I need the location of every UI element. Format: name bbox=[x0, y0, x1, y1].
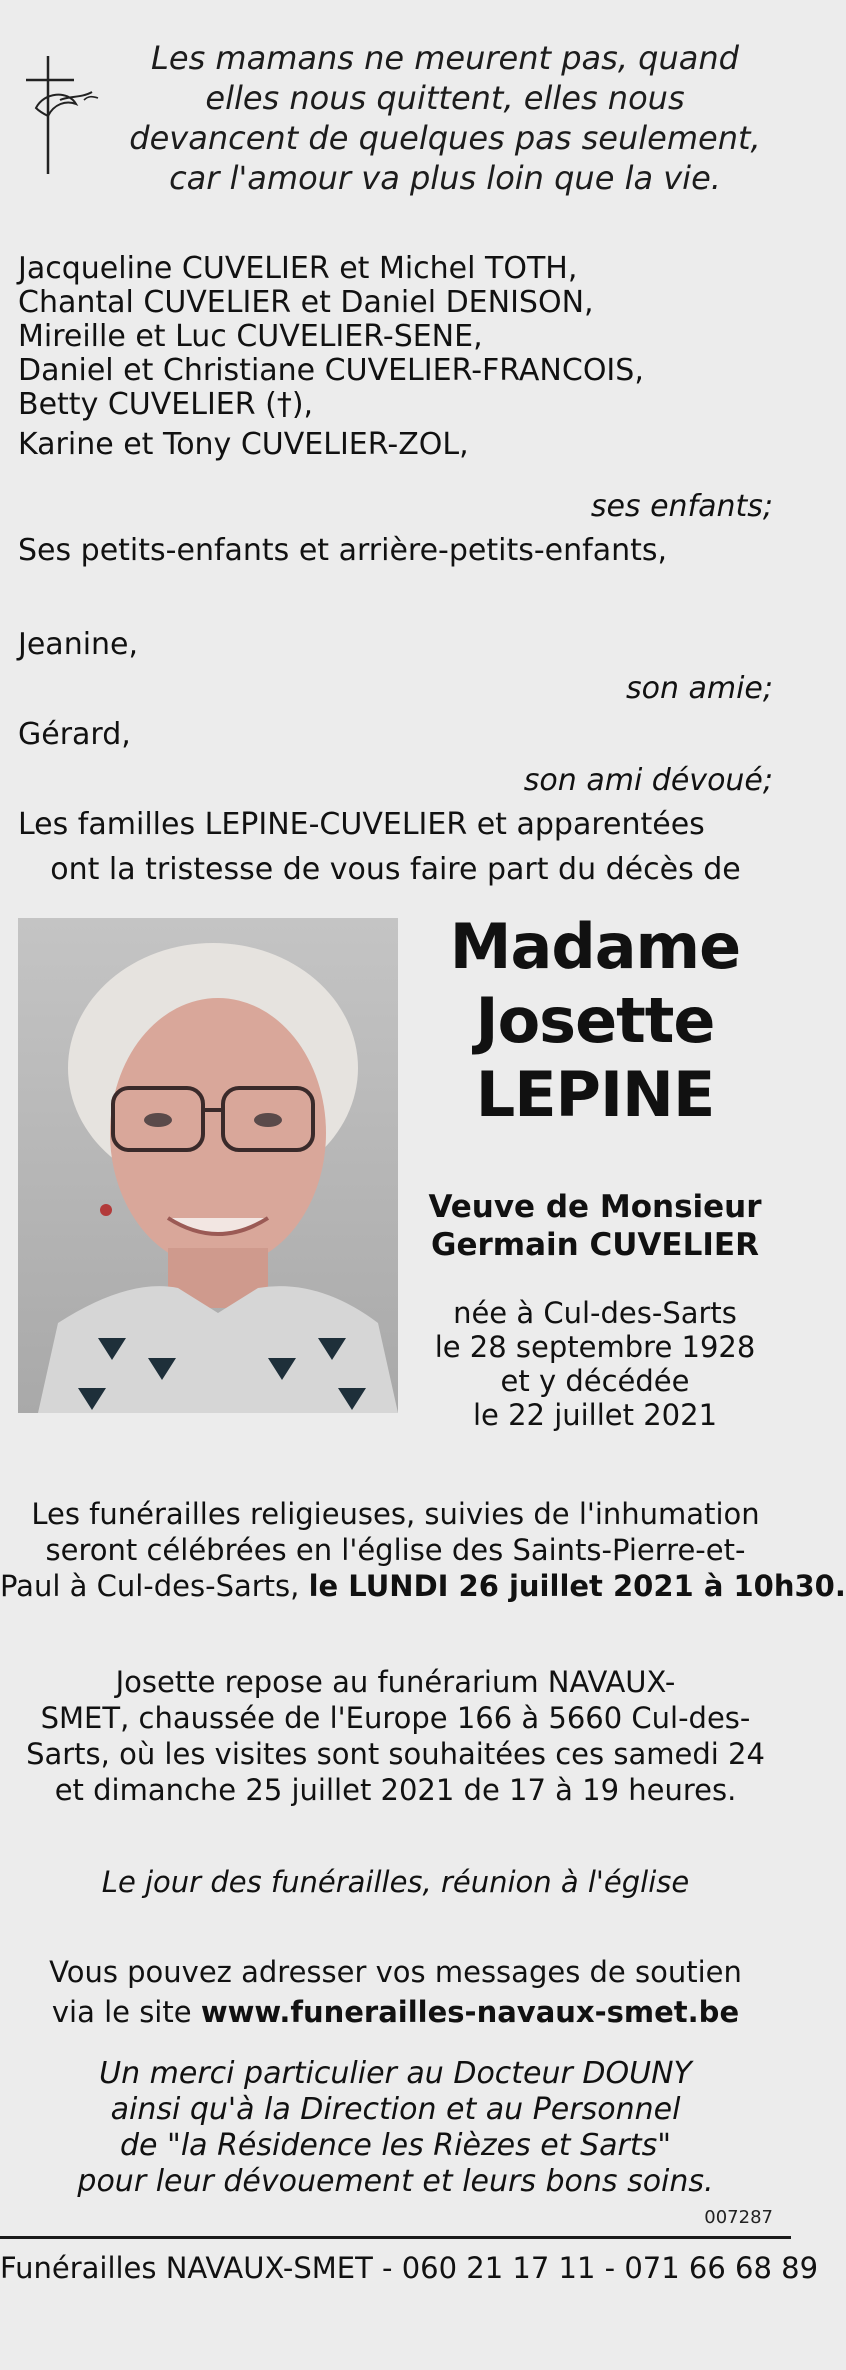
epitaph-line: elles nous quittent, elles nous bbox=[205, 79, 685, 117]
thanks-line: ainsi qu'à la Direction et au Personnel bbox=[110, 2092, 681, 2127]
funeral-line: seront célébrées en l'église des Saints-Pierre-et- bbox=[45, 1533, 746, 1567]
funeral-date: le LUNDI 26 juillet 2021 à 10h30. bbox=[308, 1569, 846, 1603]
families-line: Les familles LEPINE-CUVELIER et apparentées bbox=[18, 807, 705, 842]
deceased-first-name: Josette bbox=[475, 984, 715, 1057]
thanks-line: de "la Résidence les Rièzes et Sarts" bbox=[119, 2128, 672, 2163]
visits-line: SMET, chaussée de l'Europe 166 à 5660 Cul-des- bbox=[40, 1701, 751, 1735]
birth-line: et y décédée bbox=[500, 1364, 690, 1398]
deceased-title: Madame bbox=[449, 910, 741, 983]
reference-number: 007287 bbox=[704, 2207, 773, 2228]
visits-info bbox=[0, 1664, 791, 1808]
widow-line: Veuve de Monsieur bbox=[428, 1189, 762, 1225]
birth-death-block bbox=[410, 1296, 780, 1432]
visits-line: Sarts, où les visites sont souhaitées ces samedi 24 bbox=[26, 1737, 765, 1771]
family-line: Daniel et Christiane CUVELIER-FRANCOIS, bbox=[18, 353, 644, 388]
funeral-line bbox=[0, 1568, 846, 1604]
cross-dove-icon bbox=[26, 56, 106, 176]
deceased-name-block bbox=[410, 910, 780, 1132]
family-line: Jacqueline CUVELIER et Michel TOTH, bbox=[18, 251, 578, 286]
visits-line: et dimanche 25 juillet 2021 de 17 à 19 heures. bbox=[54, 1773, 737, 1807]
friend2-name: Gérard, bbox=[18, 717, 131, 752]
family-line: Karine et Tony CUVELIER-ZOL, bbox=[18, 427, 469, 462]
funeral-info bbox=[0, 1496, 846, 1604]
meeting-text: Le jour des funérailles, réunion à l'église bbox=[101, 1865, 690, 1899]
epitaph-line: devancent de quelques pas seulement, bbox=[129, 119, 761, 157]
announce-text: ont la tristesse de vous faire part du décès de bbox=[50, 852, 741, 887]
widow-line: Germain CUVELIER bbox=[431, 1227, 759, 1263]
messages-line: Vous pouvez adresser vos messages de soutien bbox=[49, 1955, 742, 1989]
friend-name: Jeanine, bbox=[18, 627, 139, 662]
widow-block bbox=[410, 1188, 780, 1264]
birth-line: le 22 juillet 2021 bbox=[472, 1398, 718, 1432]
funeral-place: Paul à Cul-des-Sarts, bbox=[0, 1569, 309, 1603]
family-line: Betty CUVELIER (†), bbox=[18, 387, 314, 422]
messages-line bbox=[0, 1992, 791, 2032]
website-link[interactable]: www.funerailles-navaux-smet.be bbox=[200, 1995, 740, 2029]
friend2-role: son ami dévoué; bbox=[523, 763, 773, 798]
thanks-block bbox=[0, 2056, 791, 2200]
funeral-line: Les funérailles religieuses, suivies de l'inhumation bbox=[31, 1497, 760, 1531]
children-list bbox=[18, 252, 778, 462]
visits-line: Josette repose au funérarium NAVAUX- bbox=[115, 1665, 676, 1699]
family-line: Mireille et Luc CUVELIER-SENE, bbox=[18, 319, 483, 354]
birth-line: née à Cul-des-Sarts bbox=[453, 1296, 737, 1330]
birth-line: le 28 septembre 1928 bbox=[434, 1330, 756, 1364]
children-role: ses enfants; bbox=[590, 489, 773, 524]
thanks-line: pour leur dévouement et leurs bons soins. bbox=[77, 2164, 714, 2199]
meeting-note bbox=[0, 1864, 791, 1900]
announce-line bbox=[0, 852, 791, 888]
portrait-photo bbox=[18, 918, 398, 1413]
messages-info bbox=[0, 1952, 791, 2032]
family-line: Chantal CUVELIER et Daniel DENISON, bbox=[18, 285, 594, 320]
grandchildren-line: Ses petits-enfants et arrière-petits-enfants, bbox=[18, 533, 668, 568]
deceased-last-name: LEPINE bbox=[475, 1058, 715, 1131]
epitaph-line: Les mamans ne meurent pas, quand bbox=[151, 39, 739, 77]
thanks-line: Un merci particulier au Docteur DOUNY bbox=[99, 2056, 692, 2091]
epitaph-line: car l'amour va plus loin que la vie. bbox=[169, 159, 721, 197]
messages-prefix: via le site bbox=[51, 1995, 201, 2029]
footer-divider bbox=[0, 2236, 791, 2239]
epitaph bbox=[120, 38, 770, 198]
friend-role: son amie; bbox=[625, 671, 773, 706]
footer-contact: Funérailles NAVAUX-SMET - 060 21 17 11 - 071 66 68 89 bbox=[0, 2251, 819, 2285]
